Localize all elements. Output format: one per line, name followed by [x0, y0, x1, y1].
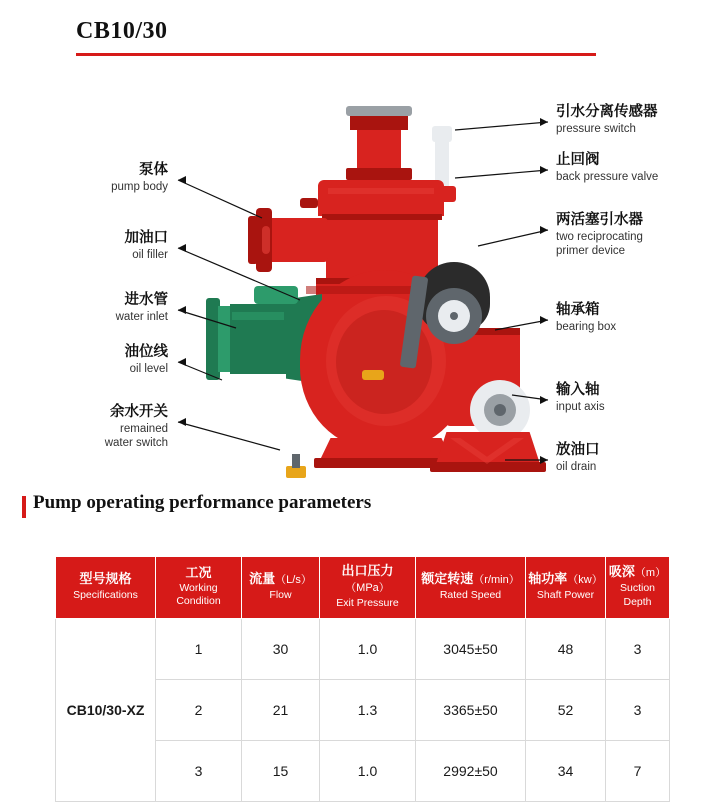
callout-label-cn: 加油口 [124, 230, 168, 246]
cell-model: CB10/30-XZ [56, 618, 156, 801]
th-suction-depth [606, 557, 670, 619]
callout-label-en: pressure switch [556, 122, 636, 135]
callout-label-en: water inlet [115, 310, 168, 323]
page-title: CB10/30 [76, 18, 168, 44]
callout-label-en: oil filler [132, 248, 168, 261]
table-row [56, 618, 670, 679]
th-cn: 型号规格 [79, 571, 132, 587]
callout-label-en: back pressure valve [556, 170, 659, 183]
callout-label-cn: 输入轴 [556, 382, 600, 398]
callout-water-inlet [0, 292, 168, 324]
callout-oil-filler [0, 230, 168, 262]
cell-suction: 7 [606, 740, 670, 801]
callout-label-en-line2: water switch [104, 436, 168, 449]
th-en: Flow [269, 588, 292, 601]
cell-flow: 15 [242, 740, 320, 801]
callout-label-cn: 放油口 [556, 442, 600, 458]
th-cn: 额定转速（r/min） [421, 571, 520, 587]
cell-pressure: 1.0 [320, 740, 416, 801]
th-shaft-power [526, 557, 606, 619]
th-working-condition [156, 557, 242, 619]
th-en: Specifications [73, 588, 138, 601]
callout-oil-level [0, 344, 168, 376]
th-cn: 流量（L/s） [249, 571, 312, 587]
th-rated-speed [416, 557, 526, 619]
callout-bearing-box [556, 302, 616, 334]
cell-suction: 3 [606, 679, 670, 740]
th-cn: 工况 [185, 564, 212, 580]
performance-table-wrap [55, 556, 669, 802]
callout-label-en: input axis [556, 400, 605, 413]
callout-label-en-line1: two reciprocating [556, 230, 643, 243]
callout-label-cn: 止回阀 [556, 152, 600, 168]
cell-power: 34 [526, 740, 606, 801]
callout-label-cn: 两活塞引水器 [556, 212, 643, 228]
callout-label-cn: 引水分离传感器 [556, 104, 658, 120]
title-underline [76, 53, 596, 56]
th-en: Shaft Power [536, 588, 595, 601]
th-cn: 轴功率（kw） [528, 571, 603, 587]
cell-power: 48 [526, 618, 606, 679]
cell-condition: 2 [156, 679, 242, 740]
callout-pressure-switch [556, 104, 658, 136]
table-header-row [56, 557, 670, 619]
callout-input-axis [556, 382, 605, 414]
th-cn: 出口压力（MPa） [341, 563, 394, 595]
cell-flow: 30 [242, 618, 320, 679]
callout-oil-drain [556, 442, 600, 474]
cell-pressure: 1.3 [320, 679, 416, 740]
performance-table [55, 556, 670, 802]
page-title-block [0, 10, 725, 50]
callout-label-cn: 轴承箱 [556, 302, 600, 318]
section-accent-bar [22, 496, 26, 518]
pump-diagram [0, 60, 725, 490]
callout-label-en-line2: primer device [556, 244, 626, 257]
th-exit-pressure [320, 557, 416, 619]
cell-condition: 1 [156, 618, 242, 679]
callout-label-en: oil level [129, 362, 168, 375]
th-cn: 吸深（m） [608, 564, 667, 580]
cell-speed: 3045±50 [416, 618, 526, 679]
th-en: Working Condition [176, 581, 221, 608]
cell-speed: 3365±50 [416, 679, 526, 740]
th-flow [242, 557, 320, 619]
cell-speed: 2992±50 [416, 740, 526, 801]
callout-label-en: oil drain [556, 460, 597, 473]
th-en: Rated Speed [439, 588, 502, 601]
cell-condition: 3 [156, 740, 242, 801]
callout-pump-body [0, 162, 168, 194]
th-en: Suction Depth [619, 582, 656, 608]
th-en: Exit Pressure [336, 597, 399, 609]
callout-primer-device [556, 212, 643, 258]
callout-label-cn: 余水开关 [110, 404, 168, 420]
callout-label-en: bearing box [556, 320, 617, 333]
pump-illustration [150, 80, 570, 480]
callout-back-pressure-valve [556, 152, 658, 184]
callout-label-cn: 进水管 [124, 292, 168, 308]
callout-label-en-line1: remained [120, 422, 168, 435]
callout-remained-water-switch [0, 404, 168, 450]
callout-label-en: pump body [111, 180, 168, 193]
cell-power: 52 [526, 679, 606, 740]
cell-flow: 21 [242, 679, 320, 740]
callout-label-cn: 泵体 [139, 162, 168, 178]
cell-pressure: 1.0 [320, 618, 416, 679]
section-heading-block [0, 492, 725, 522]
cell-suction: 3 [606, 618, 670, 679]
th-specifications [56, 557, 156, 619]
section-title: Pump operating performance parameters [33, 492, 372, 513]
callout-label-cn: 油位线 [124, 344, 168, 360]
